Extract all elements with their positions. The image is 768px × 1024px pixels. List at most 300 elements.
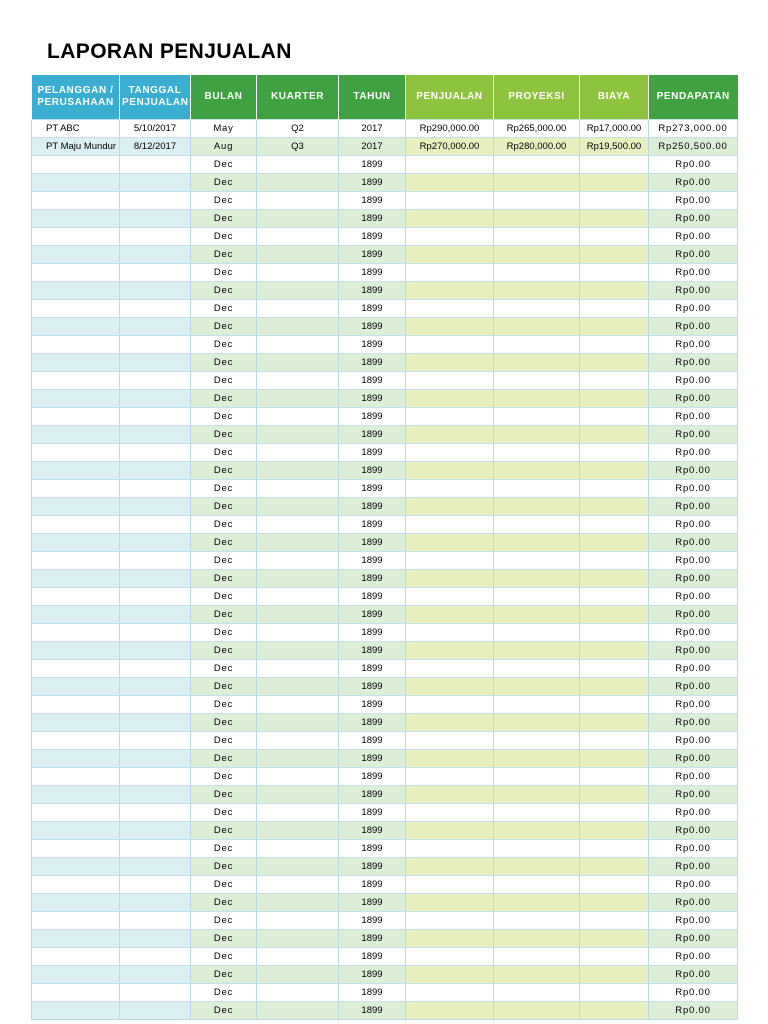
cell-income[interactable]: Rp0.00: [649, 750, 738, 768]
cell-year[interactable]: 1899: [339, 768, 406, 786]
cell-year[interactable]: 1899: [339, 174, 406, 192]
cell-customer[interactable]: [32, 534, 120, 552]
cell-sale-date[interactable]: [120, 732, 191, 750]
cell-sale-date[interactable]: [120, 264, 191, 282]
cell-income[interactable]: Rp0.00: [649, 696, 738, 714]
cell-year[interactable]: 1899: [339, 354, 406, 372]
cell-sales[interactable]: [406, 786, 494, 804]
cell-income[interactable]: Rp0.00: [649, 912, 738, 930]
cell-month[interactable]: Dec: [191, 714, 257, 732]
cell-income[interactable]: Rp0.00: [649, 660, 738, 678]
cell-income[interactable]: Rp0.00: [649, 894, 738, 912]
cell-sales[interactable]: [406, 660, 494, 678]
cell-income[interactable]: Rp0.00: [649, 192, 738, 210]
cell-cost[interactable]: [580, 732, 649, 750]
column-header-cost[interactable]: BIAYA: [580, 75, 649, 120]
cell-sale-date[interactable]: [120, 804, 191, 822]
cell-quarter[interactable]: [257, 912, 339, 930]
cell-quarter[interactable]: [257, 606, 339, 624]
cell-month[interactable]: Dec: [191, 984, 257, 1002]
cell-month[interactable]: Dec: [191, 534, 257, 552]
cell-income[interactable]: Rp0.00: [649, 300, 738, 318]
cell-projection[interactable]: [494, 732, 580, 750]
cell-customer[interactable]: [32, 858, 120, 876]
cell-projection[interactable]: [494, 300, 580, 318]
cell-customer[interactable]: [32, 282, 120, 300]
cell-year[interactable]: 1899: [339, 660, 406, 678]
cell-income[interactable]: Rp0.00: [649, 624, 738, 642]
cell-sales[interactable]: [406, 570, 494, 588]
cell-month[interactable]: Dec: [191, 768, 257, 786]
cell-month[interactable]: Dec: [191, 480, 257, 498]
cell-sale-date[interactable]: [120, 678, 191, 696]
cell-customer[interactable]: [32, 462, 120, 480]
cell-sales[interactable]: [406, 318, 494, 336]
cell-sales[interactable]: [406, 192, 494, 210]
cell-quarter[interactable]: [257, 552, 339, 570]
cell-quarter[interactable]: [257, 228, 339, 246]
cell-customer[interactable]: [32, 210, 120, 228]
cell-sales[interactable]: [406, 822, 494, 840]
cell-income[interactable]: Rp0.00: [649, 804, 738, 822]
cell-sales[interactable]: [406, 894, 494, 912]
cell-income[interactable]: Rp0.00: [649, 984, 738, 1002]
cell-customer[interactable]: [32, 354, 120, 372]
cell-income[interactable]: Rp0.00: [649, 390, 738, 408]
cell-projection[interactable]: [494, 1002, 580, 1020]
cell-income[interactable]: Rp0.00: [649, 570, 738, 588]
cell-year[interactable]: 1899: [339, 840, 406, 858]
cell-quarter[interactable]: [257, 804, 339, 822]
cell-projection[interactable]: [494, 552, 580, 570]
cell-sale-date[interactable]: [120, 480, 191, 498]
cell-quarter[interactable]: [257, 588, 339, 606]
cell-quarter[interactable]: [257, 696, 339, 714]
cell-quarter[interactable]: [257, 408, 339, 426]
cell-month[interactable]: Dec: [191, 282, 257, 300]
cell-income[interactable]: Rp0.00: [649, 336, 738, 354]
cell-income[interactable]: Rp273,000.00: [649, 120, 738, 138]
cell-customer[interactable]: [32, 570, 120, 588]
cell-cost[interactable]: [580, 228, 649, 246]
cell-year[interactable]: 1899: [339, 210, 406, 228]
cell-sale-date[interactable]: [120, 282, 191, 300]
cell-projection[interactable]: [494, 930, 580, 948]
cell-quarter[interactable]: [257, 210, 339, 228]
cell-projection[interactable]: [494, 714, 580, 732]
cell-sale-date[interactable]: [120, 768, 191, 786]
cell-quarter[interactable]: [257, 732, 339, 750]
cell-income[interactable]: Rp0.00: [649, 642, 738, 660]
cell-income[interactable]: Rp250,500.00: [649, 138, 738, 156]
cell-cost[interactable]: [580, 300, 649, 318]
cell-cost[interactable]: [580, 534, 649, 552]
cell-quarter[interactable]: [257, 822, 339, 840]
cell-month[interactable]: Dec: [191, 174, 257, 192]
cell-sales[interactable]: [406, 642, 494, 660]
cell-year[interactable]: 1899: [339, 480, 406, 498]
cell-cost[interactable]: [580, 156, 649, 174]
cell-income[interactable]: Rp0.00: [649, 354, 738, 372]
cell-income[interactable]: Rp0.00: [649, 444, 738, 462]
cell-month[interactable]: Dec: [191, 408, 257, 426]
cell-month[interactable]: Dec: [191, 552, 257, 570]
cell-projection[interactable]: [494, 606, 580, 624]
cell-income[interactable]: Rp0.00: [649, 228, 738, 246]
cell-projection[interactable]: [494, 156, 580, 174]
cell-projection[interactable]: [494, 480, 580, 498]
cell-month[interactable]: Aug: [191, 138, 257, 156]
cell-month[interactable]: Dec: [191, 606, 257, 624]
cell-sale-date[interactable]: [120, 606, 191, 624]
cell-income[interactable]: Rp0.00: [649, 948, 738, 966]
cell-customer[interactable]: [32, 426, 120, 444]
cell-cost[interactable]: [580, 588, 649, 606]
cell-month[interactable]: Dec: [191, 696, 257, 714]
cell-year[interactable]: 1899: [339, 786, 406, 804]
cell-month[interactable]: Dec: [191, 192, 257, 210]
cell-sale-date[interactable]: [120, 822, 191, 840]
cell-sales[interactable]: Rp270,000.00: [406, 138, 494, 156]
cell-sales[interactable]: [406, 552, 494, 570]
cell-sale-date[interactable]: [120, 1002, 191, 1020]
cell-month[interactable]: Dec: [191, 588, 257, 606]
cell-month[interactable]: Dec: [191, 444, 257, 462]
cell-sales[interactable]: [406, 534, 494, 552]
cell-quarter[interactable]: [257, 192, 339, 210]
cell-projection[interactable]: [494, 246, 580, 264]
cell-income[interactable]: Rp0.00: [649, 786, 738, 804]
cell-quarter[interactable]: [257, 246, 339, 264]
cell-month[interactable]: Dec: [191, 1002, 257, 1020]
cell-customer[interactable]: PT ABC: [32, 120, 120, 138]
cell-sale-date[interactable]: [120, 714, 191, 732]
cell-sales[interactable]: [406, 624, 494, 642]
cell-income[interactable]: Rp0.00: [649, 408, 738, 426]
cell-quarter[interactable]: [257, 930, 339, 948]
cell-customer[interactable]: [32, 336, 120, 354]
cell-year[interactable]: 1899: [339, 1002, 406, 1020]
cell-quarter[interactable]: Q3: [257, 138, 339, 156]
cell-sale-date[interactable]: [120, 876, 191, 894]
cell-cost[interactable]: [580, 516, 649, 534]
cell-sales[interactable]: [406, 390, 494, 408]
cell-projection[interactable]: [494, 642, 580, 660]
cell-year[interactable]: 1899: [339, 534, 406, 552]
cell-quarter[interactable]: [257, 336, 339, 354]
cell-quarter[interactable]: [257, 282, 339, 300]
cell-month[interactable]: Dec: [191, 336, 257, 354]
cell-sale-date[interactable]: [120, 534, 191, 552]
cell-year[interactable]: 1899: [339, 318, 406, 336]
column-header-customer[interactable]: PELANGGAN / PERUSAHAAN: [32, 75, 120, 120]
cell-quarter[interactable]: [257, 372, 339, 390]
cell-customer[interactable]: [32, 372, 120, 390]
cell-cost[interactable]: [580, 606, 649, 624]
cell-year[interactable]: 1899: [339, 642, 406, 660]
cell-income[interactable]: Rp0.00: [649, 174, 738, 192]
cell-year[interactable]: 2017: [339, 138, 406, 156]
column-header-income[interactable]: PENDAPATAN: [649, 75, 738, 120]
cell-projection[interactable]: [494, 462, 580, 480]
cell-customer[interactable]: [32, 174, 120, 192]
cell-customer[interactable]: [32, 732, 120, 750]
cell-sale-date[interactable]: [120, 642, 191, 660]
cell-quarter[interactable]: [257, 966, 339, 984]
cell-sale-date[interactable]: [120, 660, 191, 678]
cell-sales[interactable]: [406, 174, 494, 192]
cell-month[interactable]: Dec: [191, 750, 257, 768]
cell-sales[interactable]: [406, 966, 494, 984]
cell-sale-date[interactable]: [120, 588, 191, 606]
cell-quarter[interactable]: [257, 948, 339, 966]
cell-month[interactable]: Dec: [191, 390, 257, 408]
cell-month[interactable]: Dec: [191, 516, 257, 534]
cell-income[interactable]: Rp0.00: [649, 372, 738, 390]
cell-sales[interactable]: [406, 300, 494, 318]
cell-cost[interactable]: [580, 444, 649, 462]
cell-sales[interactable]: [406, 588, 494, 606]
cell-projection[interactable]: [494, 840, 580, 858]
cell-cost[interactable]: [580, 426, 649, 444]
cell-projection[interactable]: [494, 966, 580, 984]
cell-customer[interactable]: [32, 714, 120, 732]
cell-projection[interactable]: [494, 372, 580, 390]
cell-customer[interactable]: [32, 444, 120, 462]
cell-customer[interactable]: [32, 300, 120, 318]
cell-month[interactable]: Dec: [191, 210, 257, 228]
cell-projection[interactable]: [494, 822, 580, 840]
cell-projection[interactable]: [494, 210, 580, 228]
cell-year[interactable]: 1899: [339, 804, 406, 822]
cell-cost[interactable]: [580, 552, 649, 570]
cell-income[interactable]: Rp0.00: [649, 498, 738, 516]
cell-quarter[interactable]: [257, 318, 339, 336]
cell-cost[interactable]: [580, 678, 649, 696]
cell-quarter[interactable]: [257, 534, 339, 552]
cell-customer[interactable]: [32, 264, 120, 282]
cell-quarter[interactable]: [257, 300, 339, 318]
cell-year[interactable]: 1899: [339, 930, 406, 948]
cell-sale-date[interactable]: [120, 750, 191, 768]
cell-sale-date[interactable]: [120, 912, 191, 930]
cell-customer[interactable]: [32, 498, 120, 516]
cell-projection[interactable]: [494, 912, 580, 930]
cell-sale-date[interactable]: [120, 210, 191, 228]
cell-month[interactable]: Dec: [191, 624, 257, 642]
cell-year[interactable]: 2017: [339, 120, 406, 138]
cell-month[interactable]: Dec: [191, 858, 257, 876]
cell-year[interactable]: 1899: [339, 732, 406, 750]
cell-year[interactable]: 1899: [339, 912, 406, 930]
cell-quarter[interactable]: [257, 876, 339, 894]
cell-month[interactable]: May: [191, 120, 257, 138]
cell-year[interactable]: 1899: [339, 624, 406, 642]
cell-sale-date[interactable]: [120, 174, 191, 192]
cell-year[interactable]: 1899: [339, 948, 406, 966]
cell-projection[interactable]: [494, 534, 580, 552]
cell-customer[interactable]: [32, 390, 120, 408]
cell-projection[interactable]: [494, 570, 580, 588]
cell-year[interactable]: 1899: [339, 264, 406, 282]
cell-year[interactable]: 1899: [339, 462, 406, 480]
cell-sales[interactable]: [406, 210, 494, 228]
cell-income[interactable]: Rp0.00: [649, 606, 738, 624]
cell-cost[interactable]: [580, 264, 649, 282]
cell-customer[interactable]: [32, 822, 120, 840]
cell-quarter[interactable]: [257, 462, 339, 480]
cell-projection[interactable]: Rp280,000.00: [494, 138, 580, 156]
cell-income[interactable]: Rp0.00: [649, 858, 738, 876]
cell-cost[interactable]: [580, 840, 649, 858]
cell-quarter[interactable]: [257, 570, 339, 588]
cell-projection[interactable]: [494, 516, 580, 534]
cell-income[interactable]: Rp0.00: [649, 714, 738, 732]
cell-projection[interactable]: [494, 318, 580, 336]
cell-customer[interactable]: [32, 318, 120, 336]
cell-cost[interactable]: [580, 858, 649, 876]
cell-cost[interactable]: [580, 660, 649, 678]
cell-sale-date[interactable]: [120, 354, 191, 372]
cell-projection[interactable]: [494, 390, 580, 408]
cell-customer[interactable]: [32, 966, 120, 984]
cell-month[interactable]: Dec: [191, 228, 257, 246]
cell-sales[interactable]: [406, 858, 494, 876]
cell-income[interactable]: Rp0.00: [649, 678, 738, 696]
cell-cost[interactable]: [580, 948, 649, 966]
cell-projection[interactable]: [494, 750, 580, 768]
cell-year[interactable]: 1899: [339, 876, 406, 894]
column-header-projection[interactable]: PROYEKSI: [494, 75, 580, 120]
cell-quarter[interactable]: [257, 984, 339, 1002]
cell-sale-date[interactable]: [120, 624, 191, 642]
cell-projection[interactable]: [494, 336, 580, 354]
cell-month[interactable]: Dec: [191, 966, 257, 984]
cell-sale-date[interactable]: [120, 372, 191, 390]
cell-income[interactable]: Rp0.00: [649, 552, 738, 570]
cell-sales[interactable]: [406, 282, 494, 300]
cell-quarter[interactable]: [257, 786, 339, 804]
cell-sales[interactable]: [406, 516, 494, 534]
cell-income[interactable]: Rp0.00: [649, 588, 738, 606]
cell-income[interactable]: Rp0.00: [649, 840, 738, 858]
cell-sale-date[interactable]: [120, 318, 191, 336]
cell-year[interactable]: 1899: [339, 444, 406, 462]
cell-sales[interactable]: [406, 984, 494, 1002]
cell-projection[interactable]: [494, 786, 580, 804]
cell-sale-date[interactable]: [120, 246, 191, 264]
cell-quarter[interactable]: [257, 750, 339, 768]
cell-sales[interactable]: [406, 336, 494, 354]
cell-customer[interactable]: [32, 786, 120, 804]
cell-year[interactable]: 1899: [339, 516, 406, 534]
cell-cost[interactable]: [580, 804, 649, 822]
cell-sales[interactable]: [406, 156, 494, 174]
cell-month[interactable]: Dec: [191, 318, 257, 336]
cell-projection[interactable]: [494, 660, 580, 678]
cell-sales[interactable]: [406, 354, 494, 372]
cell-year[interactable]: 1899: [339, 858, 406, 876]
cell-month[interactable]: Dec: [191, 894, 257, 912]
cell-quarter[interactable]: [257, 444, 339, 462]
cell-sales[interactable]: [406, 768, 494, 786]
cell-projection[interactable]: [494, 228, 580, 246]
column-header-year[interactable]: TAHUN: [339, 75, 406, 120]
cell-cost[interactable]: [580, 372, 649, 390]
cell-projection[interactable]: Rp265,000.00: [494, 120, 580, 138]
cell-month[interactable]: Dec: [191, 678, 257, 696]
cell-projection[interactable]: [494, 588, 580, 606]
cell-cost[interactable]: [580, 876, 649, 894]
cell-sale-date[interactable]: [120, 948, 191, 966]
cell-year[interactable]: 1899: [339, 336, 406, 354]
cell-projection[interactable]: [494, 174, 580, 192]
cell-month[interactable]: Dec: [191, 300, 257, 318]
cell-cost[interactable]: [580, 966, 649, 984]
cell-cost[interactable]: [580, 624, 649, 642]
cell-month[interactable]: Dec: [191, 372, 257, 390]
cell-sales[interactable]: [406, 462, 494, 480]
cell-quarter[interactable]: [257, 480, 339, 498]
cell-projection[interactable]: [494, 264, 580, 282]
cell-month[interactable]: Dec: [191, 264, 257, 282]
cell-year[interactable]: 1899: [339, 390, 406, 408]
cell-sale-date[interactable]: [120, 894, 191, 912]
cell-sales[interactable]: [406, 408, 494, 426]
cell-quarter[interactable]: [257, 894, 339, 912]
cell-customer[interactable]: [32, 606, 120, 624]
cell-cost[interactable]: [580, 570, 649, 588]
cell-customer[interactable]: [32, 588, 120, 606]
cell-year[interactable]: 1899: [339, 750, 406, 768]
cell-sale-date[interactable]: [120, 192, 191, 210]
cell-income[interactable]: Rp0.00: [649, 318, 738, 336]
cell-sale-date[interactable]: [120, 786, 191, 804]
cell-customer[interactable]: PT Maju Mundur: [32, 138, 120, 156]
cell-quarter[interactable]: [257, 1002, 339, 1020]
cell-sales[interactable]: [406, 480, 494, 498]
cell-quarter[interactable]: [257, 840, 339, 858]
cell-customer[interactable]: [32, 876, 120, 894]
cell-projection[interactable]: [494, 426, 580, 444]
cell-month[interactable]: Dec: [191, 804, 257, 822]
cell-month[interactable]: Dec: [191, 570, 257, 588]
cell-quarter[interactable]: Q2: [257, 120, 339, 138]
cell-projection[interactable]: [494, 768, 580, 786]
cell-cost[interactable]: [580, 408, 649, 426]
cell-projection[interactable]: [494, 858, 580, 876]
cell-month[interactable]: Dec: [191, 246, 257, 264]
cell-cost[interactable]: [580, 462, 649, 480]
cell-sale-date[interactable]: [120, 426, 191, 444]
cell-quarter[interactable]: [257, 174, 339, 192]
cell-customer[interactable]: [32, 930, 120, 948]
cell-income[interactable]: Rp0.00: [649, 462, 738, 480]
cell-customer[interactable]: [32, 408, 120, 426]
cell-month[interactable]: Dec: [191, 912, 257, 930]
cell-cost[interactable]: [580, 498, 649, 516]
cell-income[interactable]: Rp0.00: [649, 876, 738, 894]
cell-sale-date[interactable]: [120, 462, 191, 480]
cell-projection[interactable]: [494, 678, 580, 696]
cell-sale-date[interactable]: [120, 300, 191, 318]
cell-sales[interactable]: [406, 840, 494, 858]
cell-cost[interactable]: [580, 894, 649, 912]
cell-income[interactable]: Rp0.00: [649, 930, 738, 948]
cell-year[interactable]: 1899: [339, 894, 406, 912]
cell-sale-date[interactable]: [120, 444, 191, 462]
cell-sales[interactable]: [406, 246, 494, 264]
